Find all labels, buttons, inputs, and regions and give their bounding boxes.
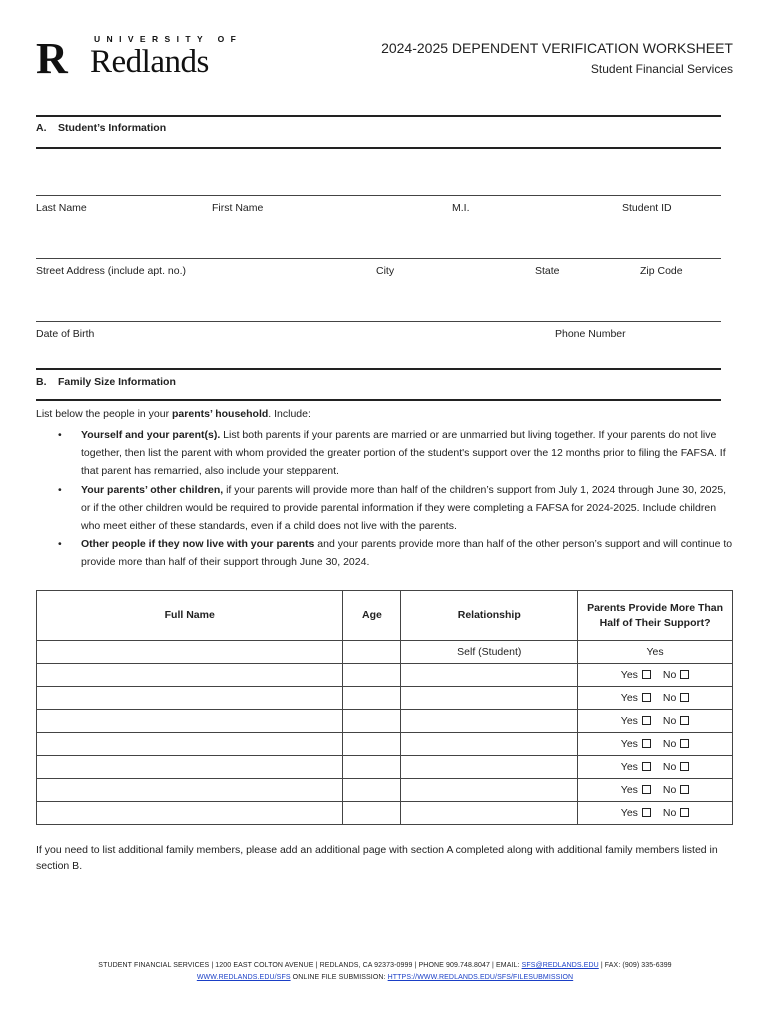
yes-checkbox[interactable] [642,762,651,771]
yes-label: Yes [620,692,638,704]
no-checkbox[interactable] [680,716,689,725]
yes-checkbox[interactable] [642,785,651,794]
full-name-cell[interactable] [37,664,343,687]
support-cell [578,687,733,710]
bullet-bold: Yourself and your parent(s). [81,429,221,441]
intro-pre: List below the people in your [36,408,173,420]
no-checkbox[interactable] [680,739,689,748]
bullet-icon: • [58,483,62,496]
full-name-cell[interactable] [37,710,343,733]
full-name-cell[interactable] [37,641,343,664]
table-row-self [37,641,733,664]
relationship-header: Relationship [401,591,578,641]
age-cell[interactable] [343,733,401,756]
table-row [37,664,733,687]
table-row [37,779,733,802]
footer-line-1 [0,962,770,969]
yes-no-choice [621,784,690,796]
list-item [56,535,736,571]
yes-label: Yes [620,738,638,750]
city-label: City [376,265,395,277]
footer-contact: STUDENT FINANCIAL SERVICES | 1200 EAST COLTON AVENUE | REDLANDS, CA 92373-0999 | PHONE 909.748.8047 | EMAIL: [98,962,522,969]
age-cell[interactable] [343,641,401,664]
footer-email-link[interactable]: SFS@REDLANDS.EDU [521,962,599,969]
full-name-cell[interactable] [37,779,343,802]
student-id-label: Student ID [622,202,672,214]
list-item [56,426,736,481]
yes-label: Yes [620,761,638,773]
yes-label: Yes [620,807,638,819]
yes-checkbox[interactable] [642,670,651,679]
logo-mark: R [36,34,64,83]
yes-label: Yes [620,784,638,796]
no-checkbox[interactable] [680,762,689,771]
support-header: Parents Provide More Than Half of Their Support? [578,591,733,641]
no-label: No [662,784,677,796]
support-cell [578,756,733,779]
yes-label: Yes [620,715,638,727]
section-b-top-rule [36,368,721,370]
support-cell [578,779,733,802]
age-cell[interactable] [343,664,401,687]
street-address-label: Street Address (include apt. no.) [36,265,186,277]
document-title: 2024-2025 DEPENDENT VERIFICATION WORKSHEET [381,40,733,56]
section-b-bottom-rule [36,399,721,401]
relationship-cell[interactable] [401,802,578,825]
yes-checkbox[interactable] [642,808,651,817]
list-item [56,481,736,536]
bullet-bold: Other people if they now live with your parents [81,538,315,551]
middle-initial-label: M.I. [452,202,470,214]
age-cell[interactable] [343,802,401,825]
full-name-cell[interactable] [37,756,343,779]
inclusion-list [56,426,736,572]
additional-members-note: If you need to list additional family members, please add an additional page with section A completed along with additional family members listed in section B. [36,844,718,872]
support-cell [578,733,733,756]
bullet-icon: • [58,429,62,441]
yes-no-choice [621,807,690,819]
footer-site-link[interactable]: WWW.REDLANDS.EDU/SFS [196,974,291,981]
footer-line-2 [0,974,770,981]
age-cell[interactable] [343,756,401,779]
name-row-line[interactable] [36,195,721,196]
date-of-birth-label: Date of Birth [36,328,95,340]
intro-post: . Include: [268,408,311,420]
full-name-cell[interactable] [37,687,343,710]
zip-code-label: Zip Code [640,265,683,277]
support-cell [578,664,733,687]
no-checkbox[interactable] [680,808,689,817]
phone-number-label: Phone Number [555,328,626,340]
relationship-cell: Self (Student) [401,641,578,664]
age-cell[interactable] [343,710,401,733]
bullet-text: and your parents provide more than half of the other person’s support and will continue to provide more than half of their support through June 30, 2024. [81,538,733,569]
footer-submission-link[interactable]: HTTPS://WWW.REDLANDS.EDU/SFS/FILESUBMISSION [387,974,574,981]
table-row [37,710,733,733]
section-b-heading [36,376,176,388]
section-b-letter: B. [36,376,47,388]
table-row [37,733,733,756]
section-a-letter: A. [36,122,47,134]
table-header-row [37,591,733,641]
section-a-heading [36,122,166,134]
first-name-label: First Name [212,202,264,214]
section-a-title: Student’s Information [58,122,167,134]
state-label: State [535,265,560,277]
age-cell[interactable] [343,779,401,802]
document-subtitle: Student Financial Services [590,62,733,76]
footer-fax: | FAX: (909) 335-6399 [598,962,672,969]
support-cell [578,802,733,825]
no-checkbox[interactable] [680,670,689,679]
relationship-cell[interactable] [401,687,578,710]
intro-bold: parents’ household [172,408,269,420]
table-row [37,687,733,710]
age-header: Age [343,591,401,641]
family-members-table [36,590,733,825]
no-label: No [662,761,677,773]
support-cell [578,710,733,733]
logo-redlands: Redlands [90,44,209,80]
address-row-line[interactable] [36,258,721,259]
table-row [37,802,733,825]
yes-no-choice [621,669,690,681]
no-checkbox[interactable] [680,693,689,702]
no-checkbox[interactable] [680,785,689,794]
yes-checkbox[interactable] [642,693,651,702]
full-name-cell[interactable] [37,733,343,756]
yes-no-choice [621,692,690,704]
full-name-header: Full Name [37,591,343,641]
yes-label: Yes [620,669,638,681]
full-name-cell[interactable] [37,802,343,825]
relationship-cell[interactable] [401,710,578,733]
dob-row-line[interactable] [36,321,721,322]
section-a-bottom-rule [36,147,721,149]
no-label: No [662,715,677,727]
no-label: No [662,807,677,819]
yes-checkbox[interactable] [642,739,651,748]
relationship-cell[interactable] [401,664,578,687]
relationship-cell[interactable] [401,756,578,779]
no-label: No [662,692,677,704]
bullet-bold: Your parents’ other children, [81,483,224,496]
table-row [37,756,733,779]
last-name-label: Last Name [36,202,87,214]
university-logo [36,34,243,83]
household-intro [36,408,311,420]
bullet-text: if your parents will provide more than half of the children’s support from July 1, 2024 through June 30, 2025, or if the other children would be required to provide parental information if they were completing a FAFSA for 2024-2025. Include children who meet either of these standards, even if a child does not live with the parents. [81,483,727,533]
no-label: No [662,738,677,750]
section-a-top-rule [36,115,721,117]
footer-submission-label: ONLINE FILE SUBMISSION: [290,974,388,981]
yes-checkbox[interactable] [642,716,651,725]
bullet-icon: • [58,538,62,551]
yes-no-choice [621,761,690,773]
relationship-cell[interactable] [401,733,578,756]
relationship-cell[interactable] [401,779,578,802]
support-cell: Yes [578,641,733,664]
no-label: No [662,669,677,681]
section-b-title: Family Size Information [58,376,176,388]
logo-university-of: UNIVERSITY OF [94,34,243,44]
age-cell[interactable] [343,687,401,710]
yes-no-choice [621,738,690,750]
bullet-text: List both parents if your parents are married or are unmarried but living together. If your parents do not live together, then list the parent with whom provided the greater portion of the student's support over the 12 months prior to filing the FAFSA. If that parent has remarried, also include your stepparent. [81,429,726,478]
yes-no-choice [621,715,690,727]
